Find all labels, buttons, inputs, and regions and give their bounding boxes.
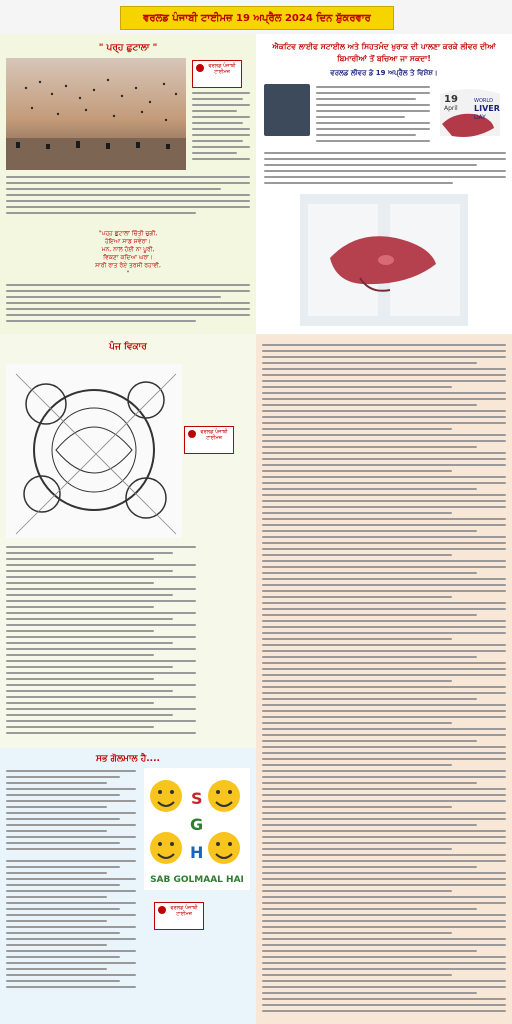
paper-logo-3 [154, 902, 204, 930]
masthead [120, 6, 394, 30]
badge-line3: DAY [474, 114, 486, 121]
golmaal-letter-s: S [191, 789, 203, 808]
panj-vikar-title: ਪੰਜ ਵਿਕਾਰ [109, 342, 147, 352]
header-banner [0, 0, 512, 34]
liver-article-title: ਐਕਟਿਵ ਲਾਈਫ ਸਟਾਈਲ ਅਤੇ ਸਿਹਤਮੰਦ ਖੁਰਾਕ ਦੀ ਪਾਲਣਾ ਕਰਕੇ ਲੀਵਰ ਦੀਆਂ ਬਿਮਾਰੀਆਂ ਤੋਂ ਬਚਿਆ ਜਾ ਸਕਦਾ! [272, 42, 496, 63]
golmaal-text-side [6, 770, 136, 854]
article-text-side [192, 92, 250, 164]
article-sab-golmaal [0, 748, 256, 1024]
liver-illustration [300, 194, 468, 326]
badge-line1: WORLD [474, 98, 493, 104]
article-liver-day [256, 34, 512, 334]
poem-block: "ਪਹ੍ਹ ਛੁਟਾਲਾ ਚਿੱਤੀ ਚੁਗੀ, ਹੋਇਆ ਸਾਡ ਸਵੇਰਾ। ਮਨ, ਨਾਲ ਹੋਈ ਨਾ ਪੂਰੀ, ਵਿਕਣਾ ਕਦਿਆ ਘਰਾ। ਸਾਰੀ ਰਾਤ ਰੋਏ ਤਰਸੀ ਰਹਾਵੀ, " [95, 230, 161, 277]
liver-text-body [264, 152, 506, 188]
article-text-end [6, 284, 250, 326]
masthead-title: ਵਰਲਡ ਪੰਜਾਬੀ ਟਾਈਮਜ਼ 19 ਅਪ੍ਰੈਲ 2024 ਦਿਨ ਸ਼ੁੱਕਰਵਾਰ [143, 12, 371, 24]
logo-text: ਵਰਲਡ ਪੰਜਾਬੀ ਟਾਈਮਜ਼ [208, 63, 236, 75]
world-liver-day-badge [434, 84, 506, 146]
article-prah-chhutala [0, 34, 256, 334]
liver-text-continued [262, 344, 506, 1016]
birds-photo [6, 58, 186, 170]
author-photo [264, 84, 310, 136]
doodle-art [6, 364, 182, 538]
badge-date: 19 [444, 94, 458, 105]
golmaal-title: ਸਭ ਗੋਲਮਾਲ ਹੈ.... [96, 754, 160, 764]
liver-article-subtitle: ਵਰਲਡ ਲੀਵਰ ਡੇ 19 ਅਪ੍ਰੈਲ ਤੇ ਵਿਸ਼ੇਸ਼। [330, 69, 438, 77]
logo-emblem [188, 430, 196, 438]
article-text [6, 176, 250, 218]
golmaal-caption: SAB GOLMAAL HAI [150, 875, 244, 885]
logo-text: ਵਰਲਡ ਪੰਜਾਬੀ ਟਾਈਮਜ਼ [170, 905, 198, 917]
golmaal-letter-g: G [190, 815, 204, 834]
golmaal-letter-h: H [190, 843, 204, 862]
paper-logo-2 [184, 426, 234, 454]
article-title: " ਪਰ੍ਹ ਛੁਟਾਲਾ " [98, 43, 158, 53]
logo-emblem [196, 64, 204, 72]
liver-article-continued [256, 334, 512, 1024]
liver-text-intro [316, 86, 430, 146]
badge-month: April [444, 105, 458, 112]
badge-line2: LIVER [474, 104, 500, 113]
logo-text: ਵਰਲਡ ਪੰਜਾਬੀ ਟਾਈਮਜ਼ [200, 429, 228, 441]
golmaal-illustration [144, 768, 250, 890]
panj-vikar-poem [6, 546, 196, 738]
logo-emblem [158, 906, 166, 914]
paper-logo [192, 60, 242, 88]
article-panj-vikar [0, 334, 256, 748]
golmaal-text-bottom [6, 860, 136, 992]
